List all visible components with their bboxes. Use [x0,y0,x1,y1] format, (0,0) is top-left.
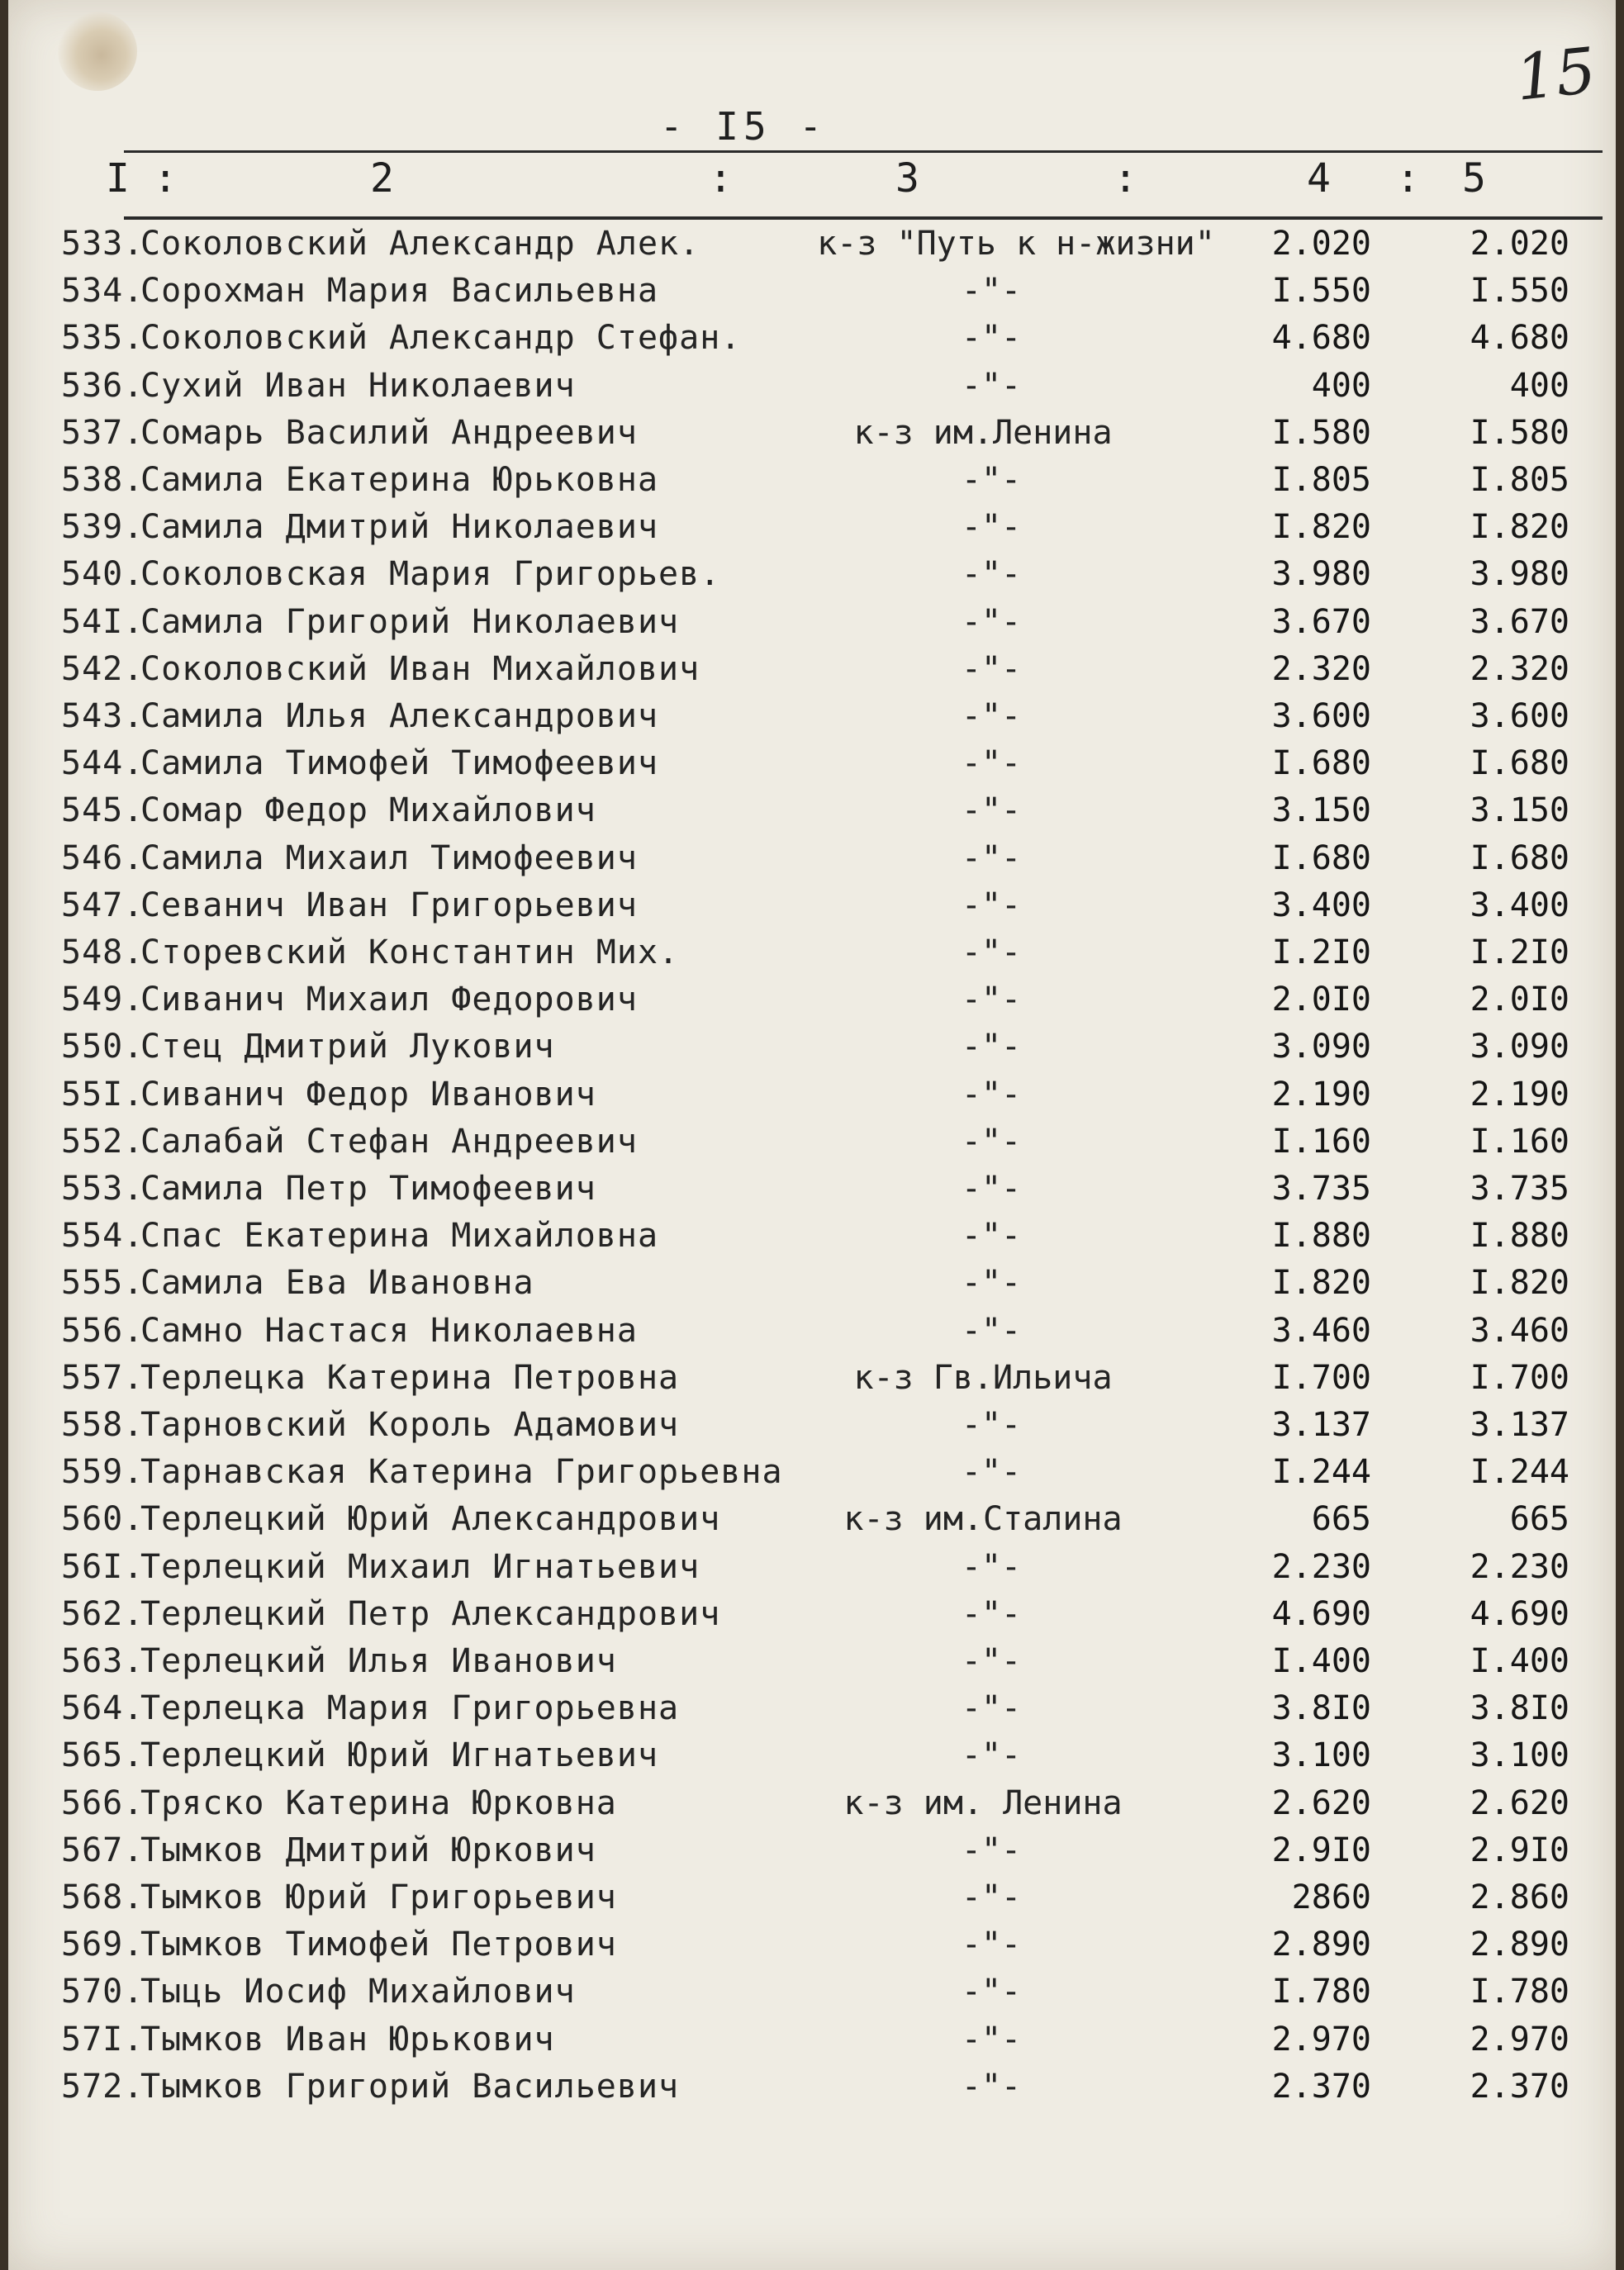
collective-farm: -"- [961,555,1022,594]
person-name: Сомарь Василий Андреевич [140,413,638,452]
column-header-5: 5 [1462,155,1486,202]
person-name: Севанич Иван Григорьевич [140,886,638,924]
document-page [8,0,1616,2270]
person-name: Тымков Юрий Григорьевич [140,1878,617,1916]
value-col5: 2.370 [1470,2067,1569,2106]
header-rule-top [124,150,1603,153]
value-col5: 2.230 [1470,1547,1569,1586]
collective-farm: -"- [961,697,1022,735]
table-row [8,508,1616,554]
row-number: 536. [61,366,145,405]
person-name: Спас Екатерина Михайловна [140,1217,659,1256]
value-col5: 2.9I0 [1470,1831,1569,1869]
row-number: 554. [61,1217,145,1256]
table-row [8,367,1616,413]
person-name: Самила Михаил Тимофеевич [140,838,638,877]
person-name: Тарновский Король Адамович [140,1406,680,1444]
row-number: 557. [61,1358,145,1397]
value-col5: 3.8I0 [1470,1689,1569,1728]
row-number: 533. [61,225,145,263]
value-col5: I.780 [1470,1973,1569,2011]
collective-farm: -"- [961,1170,1022,1208]
person-name: Тымков Григорий Васильевич [140,2067,680,2106]
row-number: 568. [61,1878,145,1916]
table-row [8,1453,1616,1499]
value-col5: 3.980 [1470,555,1569,594]
row-number: 539. [61,508,145,547]
row-number: 549. [61,981,145,1019]
value-col5: 2.190 [1470,1075,1569,1114]
value-col4: 2860 [1291,1878,1371,1916]
row-number: 565. [61,1736,145,1775]
collective-farm: -"- [961,886,1022,924]
value-col4: 2.230 [1271,1547,1371,1586]
value-col5: 2.0I0 [1470,981,1569,1019]
value-col4: I.780 [1271,1973,1371,2011]
person-name: Самила Петр Тимофеевич [140,1170,596,1208]
table-row [8,414,1616,460]
value-col5: 2.620 [1470,1783,1569,1822]
value-col5: 2.320 [1470,649,1569,688]
value-col4: 3.735 [1271,1170,1371,1208]
value-col4: I.580 [1271,413,1371,452]
row-number: 569. [61,1926,145,1964]
table-row [8,1689,1616,1736]
person-name: Сорохман Мария Васильевна [140,272,659,311]
row-number: 534. [61,272,145,311]
person-name: Тыць Иосиф Михайлович [140,1973,576,2011]
collective-farm: к-з им. Ленина [843,1783,1123,1822]
value-col5: 3.670 [1470,602,1569,641]
value-col4: 665 [1311,1500,1371,1539]
row-number: 546. [61,838,145,877]
person-name: Сухий Иван Николаевич [140,366,576,405]
collective-farm: -"- [961,838,1022,877]
table-row [8,886,1616,933]
value-col4: 2.620 [1271,1783,1371,1822]
table-row [8,2021,1616,2067]
row-number: 57I. [61,2020,145,2059]
table-row [8,744,1616,791]
table-row [8,1076,1616,1122]
value-col4: 3.600 [1271,697,1371,735]
collective-farm: -"- [961,272,1022,311]
collective-farm: -"- [961,602,1022,641]
collective-farm: -"- [961,461,1022,499]
collective-farm: -"- [961,1264,1022,1303]
person-name: Самила Екатерина Юрьковна [140,461,659,499]
value-col4: I.805 [1271,461,1371,499]
row-number: 570. [61,1973,145,2011]
row-number: 566. [61,1783,145,1822]
collective-farm: -"- [961,649,1022,688]
collective-farm: -"- [961,1453,1022,1492]
collective-farm: к-з им.Сталина [843,1500,1123,1539]
row-number: 543. [61,697,145,735]
table-row [8,933,1616,980]
value-col4: I.400 [1271,1642,1371,1680]
value-col4: 2.190 [1271,1075,1371,1114]
value-col4: I.700 [1271,1358,1371,1397]
column-header-1: I : [106,155,178,202]
row-number: 558. [61,1406,145,1444]
value-col5: 4.690 [1470,1594,1569,1633]
table-row [8,1264,1616,1310]
collective-farm: -"- [961,1594,1022,1633]
value-col5: I.680 [1470,838,1569,877]
table-row [8,1217,1616,1263]
person-name: Самила Илья Александрович [140,697,659,735]
value-col5: 3.735 [1470,1170,1569,1208]
value-col4: 2.0I0 [1271,981,1371,1019]
value-col5: I.160 [1470,1122,1569,1161]
value-col4: I.680 [1271,838,1371,877]
row-number: 56I. [61,1547,145,1586]
collective-farm: к-з Гв.Ильича [853,1358,1113,1397]
table-row [8,1831,1616,1878]
table-row [8,319,1616,365]
collective-farm: к-з "Путь к н-жизни" [817,225,1215,263]
value-col4: 3.670 [1271,602,1371,641]
person-name: Самила Тимофей Тимофеевич [140,744,659,783]
value-col5: I.2I0 [1470,933,1569,971]
table-row [8,839,1616,886]
header-rule-bottom [124,216,1603,220]
row-number: 564. [61,1689,145,1728]
row-number: 563. [61,1642,145,1680]
collective-farm: -"- [961,366,1022,405]
row-number: 560. [61,1500,145,1539]
person-name: Тряско Катерина Юрковна [140,1783,617,1822]
table-row [8,461,1616,507]
value-col4: 4.690 [1271,1594,1371,1633]
table-row [8,1926,1616,1972]
row-number: 562. [61,1594,145,1633]
table-row [8,1123,1616,1169]
person-name: Тымков Тимофей Петрович [140,1926,617,1964]
value-col4: I.550 [1271,272,1371,311]
value-col4: 3.100 [1271,1736,1371,1775]
row-number: 555. [61,1264,145,1303]
value-col4: 2.370 [1271,2067,1371,2106]
column-separator-a: : [709,155,733,202]
row-number: 548. [61,933,145,971]
collective-farm: -"- [961,1831,1022,1869]
table-row [8,1406,1616,1452]
row-number: 547. [61,886,145,924]
value-col4: 3.8I0 [1271,1689,1371,1728]
table-row [8,1736,1616,1783]
value-col4: I.160 [1271,1122,1371,1161]
table-row [8,1500,1616,1546]
collective-farm: -"- [961,1689,1022,1728]
column-separator-c: : [1396,155,1420,202]
value-col4: I.244 [1271,1453,1371,1492]
table-row [8,1028,1616,1074]
person-name: Сиванич Федор Иванович [140,1075,596,1114]
person-name: Тымков Иван Юрькович [140,2020,555,2059]
person-name: Соколовский Иван Михайлович [140,649,700,688]
value-col5: 3.400 [1470,886,1569,924]
person-name: Терлецкий Юрий Игнатьевич [140,1736,659,1775]
row-number: 553. [61,1170,145,1208]
collective-farm: -"- [961,1547,1022,1586]
value-col5: 2.860 [1470,1878,1569,1916]
collective-farm: -"- [961,2067,1022,2106]
value-col5: 2.890 [1470,1926,1569,1964]
column-header-4: 4 [1307,155,1331,202]
value-col5: 400 [1509,366,1569,405]
value-col4: I.680 [1271,744,1371,783]
value-col5: 3.600 [1470,697,1569,735]
person-name: Сторевский Константин Мих. [140,933,680,971]
collective-farm: -"- [961,1642,1022,1680]
value-col5: 3.100 [1470,1736,1569,1775]
person-name: Терлецка Мария Григорьевна [140,1689,680,1728]
value-col5: I.680 [1470,744,1569,783]
value-col4: 3.137 [1271,1406,1371,1444]
collective-farm: -"- [961,1311,1022,1350]
value-col5: I.550 [1470,272,1569,311]
value-col4: I.880 [1271,1217,1371,1256]
row-number: 537. [61,413,145,452]
column-header-2: 2 [370,155,394,202]
value-col4: 3.460 [1271,1311,1371,1350]
table-row [8,791,1616,838]
row-number: 544. [61,744,145,783]
collective-farm: -"- [961,744,1022,783]
person-name: Терлецкий Юрий Александрович [140,1500,721,1539]
value-col5: I.580 [1470,413,1569,452]
collective-farm: -"- [961,508,1022,547]
person-name: Терлецка Катерина Петровна [140,1358,680,1397]
row-number: 54I. [61,602,145,641]
column-header-3: 3 [895,155,919,202]
value-col4: 4.680 [1271,319,1371,358]
collective-farm: -"- [961,981,1022,1019]
value-col5: I.700 [1470,1358,1569,1397]
row-number: 542. [61,649,145,688]
value-col4: 2.320 [1271,649,1371,688]
column-separator-b: : [1114,155,1137,202]
row-number: 550. [61,1028,145,1066]
person-name: Соколовский Александр Стефан. [140,319,742,358]
table-row [8,1170,1616,1216]
value-col5: I.805 [1470,461,1569,499]
person-name: Стец Дмитрий Лукович [140,1028,555,1066]
value-col5: 3.150 [1470,791,1569,830]
person-name: Самно Настася Николаевна [140,1311,638,1350]
person-name: Самила Дмитрий Николаевич [140,508,659,547]
person-name: Тымков Дмитрий Юркович [140,1831,596,1869]
value-col4: I.820 [1271,1264,1371,1303]
value-col4: 2.970 [1271,2020,1371,2059]
value-col4: 2.890 [1271,1926,1371,1964]
person-name: Самила Ева Ивановна [140,1264,534,1303]
collective-farm: к-з им.Ленина [853,413,1113,452]
table-row [8,225,1616,271]
handwritten-page-mark: 15 [1512,33,1600,115]
person-name: Сиванич Михаил Федорович [140,981,638,1019]
row-number: 545. [61,791,145,830]
collective-farm: -"- [961,319,1022,358]
row-number: 540. [61,555,145,594]
collective-farm: -"- [961,1028,1022,1066]
table-row [8,2068,1616,2114]
value-col5: I.400 [1470,1642,1569,1680]
collective-farm: -"- [961,1122,1022,1161]
collective-farm: -"- [961,1075,1022,1114]
table-row [8,272,1616,318]
value-col4: 3.090 [1271,1028,1371,1066]
value-col4: 400 [1311,366,1371,405]
table-row [8,1312,1616,1358]
table-row [8,603,1616,649]
row-number: 556. [61,1311,145,1350]
collective-farm: -"- [961,2020,1022,2059]
value-col5: 3.460 [1470,1311,1569,1350]
table-row [8,1878,1616,1925]
collective-farm: -"- [961,1878,1022,1916]
value-col5: 3.137 [1470,1406,1569,1444]
table-row [8,981,1616,1027]
row-number: 535. [61,319,145,358]
person-name: Тарнавская Катерина Григорьевна [140,1453,783,1492]
collective-farm: -"- [961,1406,1022,1444]
value-col4: 3.400 [1271,886,1371,924]
value-col5: 2.020 [1470,225,1569,263]
value-col4: I.2I0 [1271,933,1371,971]
person-name: Сомар Федор Михайлович [140,791,596,830]
table-row [8,1973,1616,2019]
row-number: 572. [61,2067,145,2106]
paper-stain [58,12,137,91]
value-col4: 3.980 [1271,555,1371,594]
collective-farm: -"- [961,1973,1022,2011]
value-col5: 665 [1509,1500,1569,1539]
collective-farm: -"- [961,1217,1022,1256]
person-name: Соколовская Мария Григорьев. [140,555,721,594]
person-name: Терлецкий Михаил Игнатьевич [140,1547,700,1586]
value-col4: 2.9I0 [1271,1831,1371,1869]
row-number: 552. [61,1122,145,1161]
collective-farm: -"- [961,791,1022,830]
value-col5: 3.090 [1470,1028,1569,1066]
table-row [8,697,1616,743]
person-name: Терлецкий Илья Иванович [140,1642,617,1680]
value-col5: I.880 [1470,1217,1569,1256]
collective-farm: -"- [961,1736,1022,1775]
value-col4: I.820 [1271,508,1371,547]
table-row [8,1642,1616,1688]
person-name: Терлецкий Петр Александрович [140,1594,721,1633]
value-col5: I.820 [1470,508,1569,547]
collective-farm: -"- [961,1926,1022,1964]
person-name: Самила Григорий Николаевич [140,602,680,641]
row-number: 559. [61,1453,145,1492]
row-number: 567. [61,1831,145,1869]
value-col4: 3.150 [1271,791,1371,830]
person-name: Салабай Стефан Андреевич [140,1122,638,1161]
page-number: - I5 - [659,104,828,149]
table-row [8,1784,1616,1831]
table-row [8,1548,1616,1594]
value-col5: 2.970 [1470,2020,1569,2059]
table-row [8,1595,1616,1641]
value-col5: 4.680 [1470,319,1569,358]
collective-farm: -"- [961,933,1022,971]
value-col5: I.244 [1470,1453,1569,1492]
row-number: 538. [61,461,145,499]
value-col4: 2.020 [1271,225,1371,263]
person-name: Соколовский Александр Алек. [140,225,700,263]
row-number: 55I. [61,1075,145,1114]
table-row [8,555,1616,601]
table-row [8,650,1616,696]
value-col5: I.820 [1470,1264,1569,1303]
table-row [8,1359,1616,1405]
